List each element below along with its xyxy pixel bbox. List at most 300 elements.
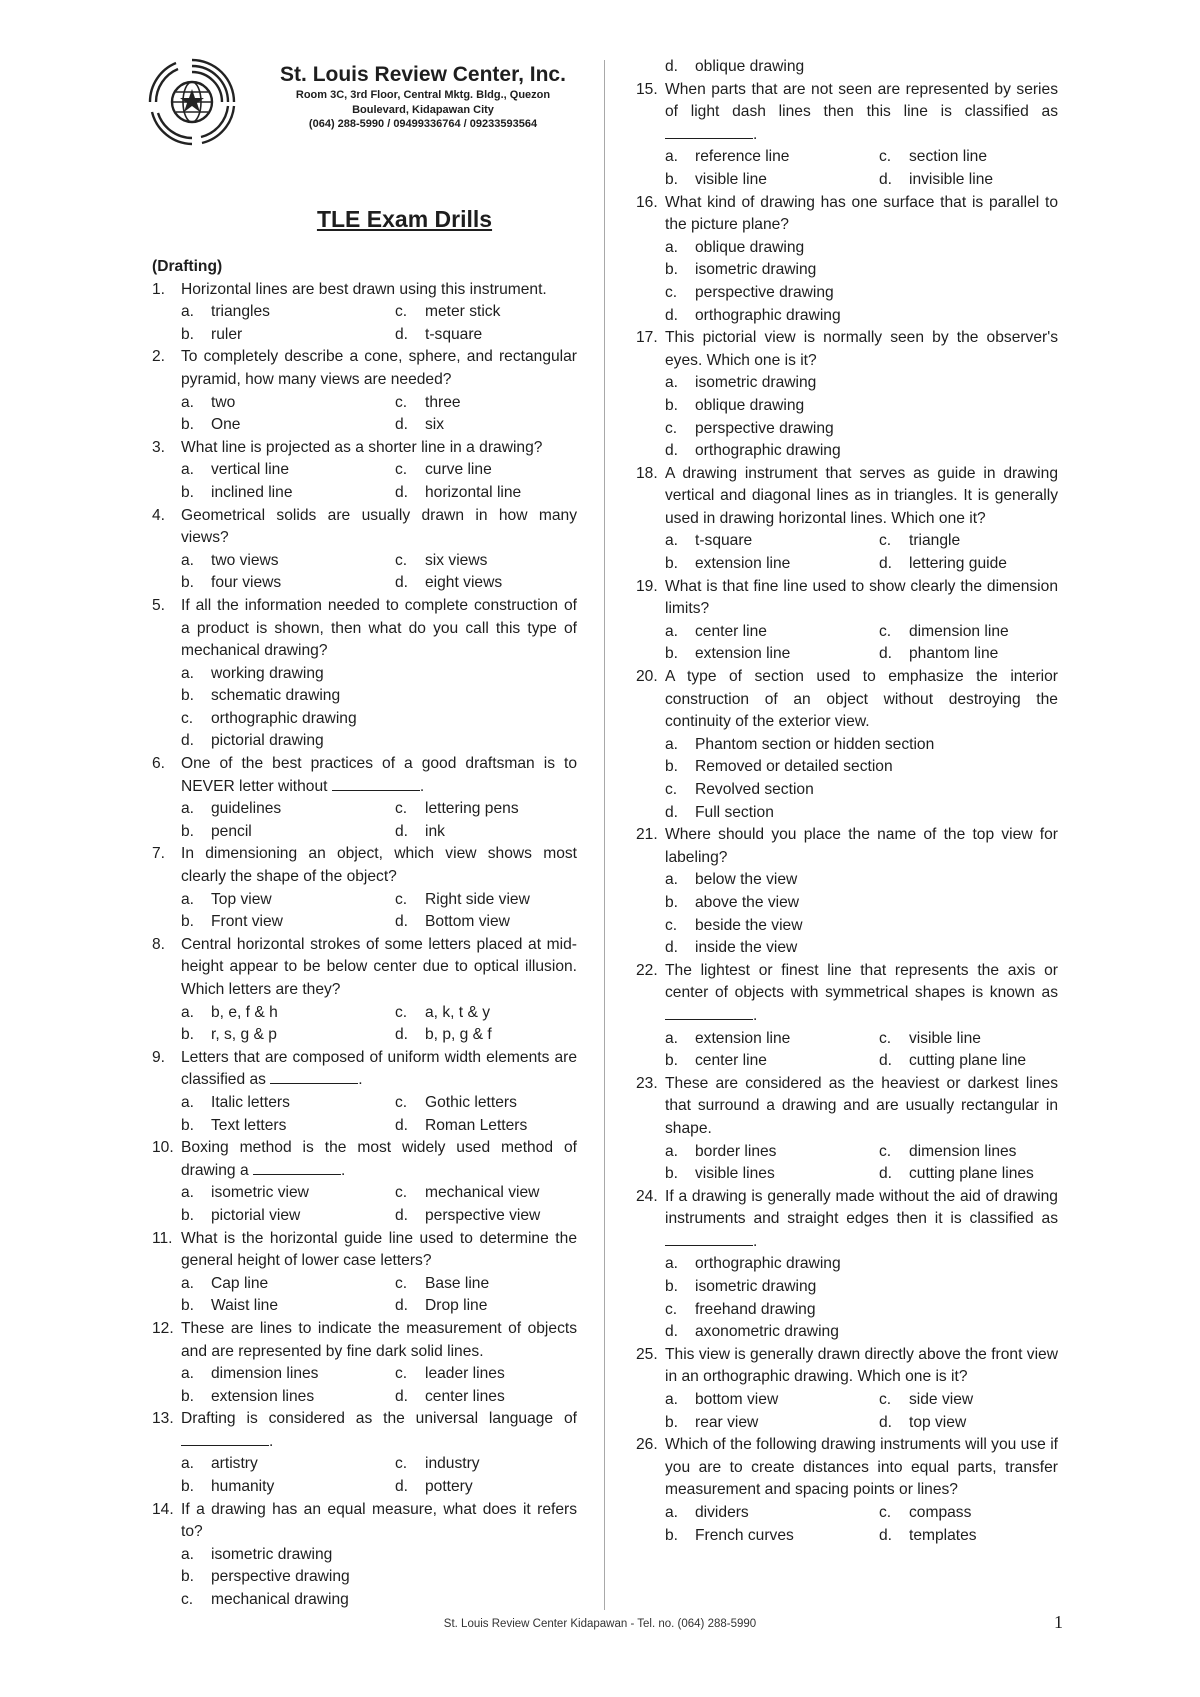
option-letter: b. — [665, 645, 679, 663]
question-row — [152, 279, 577, 302]
answer-option — [181, 482, 395, 505]
answer-option — [395, 482, 577, 505]
answer-option — [879, 169, 1058, 192]
option-letter: d. — [665, 939, 679, 957]
option-text: center lines — [425, 1387, 505, 1405]
option-text: French curves — [695, 1526, 794, 1544]
question-text: Geometrical solids are usually drawn in how many views? — [181, 506, 577, 547]
page-footer: St. Louis Review Center Kidapawan - Tel. no. (064) 288-5990 — [443, 1618, 757, 1630]
option-letter: d. — [665, 803, 679, 821]
answer-option — [665, 1502, 879, 1525]
answer-blank — [665, 1231, 753, 1246]
answer-option — [665, 553, 879, 576]
option-text: pictorial view — [211, 1206, 301, 1224]
option-letter: c. — [395, 551, 408, 569]
question-text: What is that fine line used to show clearly the dimension limits? — [665, 577, 1058, 618]
question-text: What kind of drawing has one surface that is parallel to the picture plane? — [665, 193, 1058, 234]
answer-option — [665, 1299, 1058, 1322]
answer-option — [879, 1502, 1058, 1525]
option-letter: c. — [879, 1391, 892, 1409]
option-text: border lines — [695, 1142, 777, 1160]
option-letter: c. — [395, 1365, 408, 1383]
option-text: extension line — [695, 1029, 791, 1047]
answer-option — [665, 869, 1058, 892]
question-row — [152, 753, 577, 798]
answer-option — [395, 1182, 577, 1205]
question-row — [636, 824, 1058, 869]
option-letter: c. — [395, 1274, 408, 1292]
option-text: rear view — [695, 1413, 759, 1431]
option-letter: d. — [879, 1052, 893, 1070]
option-text: b, p, g & f — [425, 1026, 492, 1044]
option-letter: b. — [181, 1116, 195, 1134]
question-text: What is the horizontal guide line used to determine the general height of lower case letters? — [181, 1229, 577, 1270]
answer-options — [152, 798, 577, 843]
question-text: A type of section used to emphasize the interior construction of an object without destroying the continuity of the exterior view. — [665, 668, 1058, 731]
answer-blank — [332, 776, 420, 791]
option-letter: a. — [181, 1003, 195, 1021]
option-text: mechanical drawing — [211, 1591, 349, 1609]
question-number: 24. — [636, 1187, 658, 1205]
answer-options — [636, 1253, 1058, 1343]
answer-option — [665, 915, 1058, 938]
answer-option — [395, 550, 577, 573]
option-text: invisible line — [909, 170, 994, 188]
option-letter: c. — [395, 1455, 408, 1473]
question-number: 22. — [636, 961, 658, 979]
question-row — [152, 1499, 577, 1544]
question-number: 3. — [152, 438, 166, 456]
option-text: working drawing — [211, 664, 324, 682]
question-number: 9. — [152, 1048, 166, 1066]
option-letter: d. — [395, 416, 409, 434]
option-letter: b. — [181, 1387, 195, 1405]
answer-option — [181, 1476, 395, 1499]
address-line: Boulevard, Kidapawan City — [352, 103, 494, 116]
option-letter: d. — [665, 442, 679, 460]
option-text: inside the view — [695, 939, 798, 957]
option-letter: d. — [395, 1478, 409, 1496]
answer-option — [395, 1092, 577, 1115]
answer-option — [181, 1273, 395, 1296]
answer-options — [152, 1182, 577, 1227]
option-letter: b. — [665, 758, 679, 776]
answer-option — [665, 643, 879, 666]
question-number: 2. — [152, 348, 166, 366]
question-row — [636, 79, 1058, 147]
answer-option — [395, 1205, 577, 1228]
option-letter: b. — [181, 687, 195, 705]
option-letter: a. — [665, 622, 679, 640]
question-row — [152, 1137, 577, 1182]
question-number: 20. — [636, 668, 658, 686]
answer-option — [665, 440, 1058, 463]
page-number: 1 — [1054, 1612, 1063, 1632]
answer-option — [665, 1389, 879, 1412]
option-letter: a. — [665, 238, 679, 256]
question-number: 4. — [152, 506, 166, 524]
answer-option — [395, 1453, 577, 1476]
answer-option — [395, 301, 577, 324]
question-row — [152, 595, 577, 663]
question-row — [636, 1073, 1058, 1141]
question-item — [636, 1186, 1058, 1344]
answer-option — [665, 259, 1058, 282]
option-text: perspective drawing — [695, 419, 834, 437]
option-text: industry — [425, 1455, 480, 1473]
question-row — [636, 463, 1058, 531]
answer-option — [395, 798, 577, 821]
option-letter: a. — [665, 148, 679, 166]
option-text: compass — [909, 1504, 972, 1521]
answer-blank — [665, 124, 753, 139]
answer-option — [879, 1412, 1058, 1435]
option-letter: c. — [665, 283, 678, 301]
answer-option — [181, 1386, 395, 1409]
option-letter: b. — [665, 1413, 679, 1431]
option-text: two — [211, 393, 236, 411]
option-letter: b. — [181, 416, 195, 434]
option-letter: d. — [665, 1323, 679, 1341]
answer-option — [181, 1544, 577, 1567]
question-number: 5. — [152, 596, 166, 614]
column-divider — [604, 60, 605, 1610]
question-text: Letters that are composed of uniform width elements are classified as . — [181, 1048, 577, 1089]
option-text: One — [211, 416, 241, 434]
option-letter: a. — [665, 1255, 679, 1273]
answer-option — [879, 1028, 1058, 1051]
question-item — [152, 595, 577, 753]
question-item — [152, 1499, 577, 1612]
answer-options — [636, 621, 1058, 666]
option-letter: b. — [181, 1026, 195, 1044]
answer-option — [395, 821, 577, 844]
question-number: 17. — [636, 329, 658, 347]
option-text: visible line — [909, 1029, 981, 1047]
option-letter: b. — [181, 325, 195, 343]
question-item — [152, 843, 577, 933]
option-text: mechanical view — [425, 1184, 540, 1202]
answer-options — [152, 392, 577, 437]
option-letter: b. — [665, 1052, 679, 1070]
option-text: cutting plane line — [909, 1052, 1027, 1070]
option-text: axonometric drawing — [695, 1323, 839, 1341]
answer-options — [636, 1141, 1058, 1186]
answer-option — [181, 685, 577, 708]
option-text: pottery — [425, 1478, 473, 1496]
question-item — [152, 934, 577, 1047]
letterhead — [152, 56, 577, 156]
answer-options — [152, 663, 577, 753]
option-text: templates — [909, 1526, 977, 1544]
option-letter: d. — [879, 1165, 893, 1183]
option-text: triangle — [909, 532, 961, 550]
option-text: b, e, f & h — [211, 1003, 278, 1021]
question-text: What line is projected as a shorter line in a drawing? — [181, 438, 543, 456]
answer-option — [181, 798, 395, 821]
option-letter: d. — [395, 483, 409, 501]
option-text: r, s, g & p — [211, 1026, 277, 1044]
option-text: pictorial drawing — [211, 732, 324, 750]
question-item — [636, 576, 1058, 666]
question-row — [152, 437, 577, 460]
answer-option — [395, 1295, 577, 1318]
option-letter: a. — [181, 800, 195, 818]
option-text: dimension line — [909, 622, 1009, 640]
option-letter: d. — [395, 1206, 409, 1224]
answer-options — [636, 372, 1058, 462]
option-text: artistry — [211, 1455, 258, 1473]
question-text: To completely describe a cone, sphere, and rectangular pyramid, how many views are needed? — [181, 348, 577, 388]
option-text: reference line — [695, 148, 790, 166]
question-item — [636, 666, 1058, 824]
question-row — [152, 843, 577, 888]
answer-option — [181, 324, 395, 347]
option-letter: a. — [665, 871, 679, 889]
option-letter: b. — [181, 1478, 195, 1496]
option-text: ruler — [211, 325, 243, 343]
section-heading: (Drafting) — [152, 258, 223, 275]
option-text: Drop line — [425, 1297, 488, 1315]
option-text: Text letters — [211, 1116, 287, 1134]
answer-option — [665, 734, 1058, 757]
question-item — [152, 1318, 577, 1408]
option-letter: a. — [665, 1029, 679, 1047]
question-number: 13. — [152, 1410, 174, 1428]
option-letter: a. — [181, 461, 195, 479]
option-text: dividers — [695, 1504, 749, 1521]
option-letter: c. — [879, 1504, 892, 1521]
option-letter: b. — [665, 555, 679, 573]
option-letter: c. — [665, 1300, 678, 1318]
answer-option — [879, 1050, 1058, 1073]
option-text: oblique drawing — [695, 58, 805, 75]
option-letter: d. — [395, 1297, 409, 1315]
answer-blank — [181, 1431, 269, 1446]
question-row — [152, 505, 577, 550]
question-item — [636, 824, 1058, 960]
answer-option — [395, 1273, 577, 1296]
option-text: perspective drawing — [211, 1568, 350, 1586]
company-name: St. Louis Review Center, Inc. — [280, 63, 566, 86]
option-text: leader lines — [425, 1365, 505, 1383]
answer-option — [181, 911, 395, 934]
answer-option — [395, 1363, 577, 1386]
option-text: six — [425, 416, 445, 434]
answer-option — [395, 1386, 577, 1409]
answer-option — [665, 1163, 879, 1186]
answer-blank — [253, 1160, 341, 1175]
question-row — [636, 1344, 1058, 1389]
question-row — [636, 327, 1058, 372]
question-item — [152, 1408, 577, 1498]
option-text: Roman Letters — [425, 1116, 528, 1134]
question-number: 16. — [636, 193, 658, 211]
answer-option — [665, 146, 879, 169]
answer-option — [181, 550, 395, 573]
option-letter: c. — [665, 916, 678, 934]
left-column — [152, 56, 577, 1612]
answer-option — [665, 418, 1058, 441]
option-text: isometric drawing — [695, 1278, 817, 1296]
question-number: 12. — [152, 1319, 174, 1337]
answer-option — [879, 1163, 1058, 1186]
question-item — [152, 505, 577, 595]
answer-option — [181, 1182, 395, 1205]
answer-option — [395, 1002, 577, 1025]
answer-options — [152, 301, 577, 346]
option-letter: c. — [395, 303, 408, 321]
option-text: center line — [695, 622, 767, 640]
question-item — [636, 192, 1058, 328]
option-letter: a. — [181, 1274, 195, 1292]
option-text: horizontal line — [425, 483, 522, 501]
option-letter: d. — [879, 170, 893, 188]
answer-option — [181, 1115, 395, 1138]
option-text: below the view — [695, 871, 798, 889]
option-text: visible lines — [695, 1165, 775, 1183]
option-letter: a. — [181, 1093, 195, 1111]
answer-option — [181, 1589, 577, 1612]
answer-option — [879, 1141, 1058, 1164]
answer-options — [636, 734, 1058, 824]
answer-option — [665, 1525, 879, 1548]
option-letter: b. — [665, 170, 679, 188]
option-letter: b. — [665, 893, 679, 911]
question-item — [636, 960, 1058, 1073]
answer-option — [665, 1028, 879, 1051]
option-letter: a. — [665, 1504, 679, 1521]
option-text: center line — [695, 1052, 767, 1070]
question-text: These are lines to indicate the measurement of objects and are represented by fine dark solid lines. — [181, 1319, 577, 1360]
question-row — [636, 960, 1058, 1028]
question-text: This pictorial view is normally seen by the observer's eyes. Which one is it? — [665, 329, 1058, 369]
right-column — [636, 56, 1058, 1547]
option-letter: c. — [665, 781, 678, 798]
answer-option — [665, 1276, 1058, 1299]
option-text: schematic drawing — [211, 687, 341, 705]
option-letter: d. — [181, 732, 195, 750]
answer-options — [152, 1544, 577, 1612]
question-row — [636, 1434, 1058, 1502]
option-letter: d. — [395, 913, 409, 931]
option-letter: c. — [181, 709, 194, 727]
option-letter: a. — [181, 1545, 195, 1563]
option-text: oblique drawing — [695, 396, 805, 414]
question-text: When parts that are not seen are represented by series of light dash lines then this line is classified as . — [665, 80, 1058, 143]
option-letter: d. — [879, 1526, 893, 1544]
option-text: humanity — [211, 1478, 275, 1496]
option-text: Right side view — [425, 890, 530, 908]
option-letter: d. — [879, 1413, 893, 1431]
option-letter: d. — [665, 306, 679, 324]
option-letter: d. — [879, 645, 893, 663]
answer-options-continued — [636, 56, 1058, 79]
option-text: dimension lines — [909, 1142, 1017, 1160]
option-text: two views — [211, 551, 279, 569]
option-letter: a. — [181, 1184, 195, 1202]
answer-option — [665, 892, 1058, 915]
option-letter: c. — [181, 1591, 194, 1609]
question-text: Which of the following drawing instruments will you use if you are to create distances into equal parts, transfer measurement and spacing points or lines? — [665, 1436, 1058, 1499]
question-list — [152, 279, 577, 1612]
option-letter: c. — [395, 890, 408, 908]
option-text: oblique drawing — [695, 238, 805, 256]
question-row — [636, 192, 1058, 237]
answer-options — [636, 1502, 1058, 1547]
answer-option — [879, 530, 1058, 553]
answer-option — [395, 911, 577, 934]
answer-option — [181, 1024, 395, 1047]
option-text: perspective drawing — [695, 283, 834, 301]
answer-option — [395, 1024, 577, 1047]
question-text: If a drawing is generally made without the aid of drawing instruments and straight edges then it is classified as . — [665, 1187, 1058, 1250]
question-list — [636, 56, 1058, 1547]
option-letter: d. — [395, 1116, 409, 1134]
option-letter: c. — [879, 622, 892, 640]
question-item — [152, 1047, 577, 1137]
option-text: phantom line — [909, 645, 999, 663]
answer-option — [181, 392, 395, 415]
option-letter: c. — [395, 1093, 408, 1111]
question-text: Boxing method is the most widely used method of drawing a . — [181, 1139, 577, 1179]
question-text: If a drawing has an equal measure, what does it refers to? — [181, 1500, 577, 1541]
question-number: 25. — [636, 1345, 658, 1363]
answer-option — [665, 779, 1058, 802]
option-letter: d. — [395, 1387, 409, 1405]
answer-option — [395, 1115, 577, 1138]
option-text: isometric drawing — [695, 261, 817, 279]
question-text: Horizontal lines are best drawn using this instrument. — [181, 280, 547, 298]
question-number: 8. — [152, 935, 166, 953]
question-row — [152, 1047, 577, 1092]
answer-option — [879, 643, 1058, 666]
answer-option — [181, 1205, 395, 1228]
option-letter: a. — [665, 735, 679, 753]
answer-options — [636, 1389, 1058, 1434]
option-text: orthographic drawing — [695, 1255, 841, 1273]
answer-option — [665, 756, 1058, 779]
question-item — [636, 79, 1058, 192]
answer-option — [181, 1295, 395, 1318]
answer-option — [665, 1321, 1058, 1344]
question-text: Central horizontal strokes of some letters placed at mid-height appear to be below center due to optical illusion. Which letters are they? — [181, 935, 577, 998]
option-text: eight views — [425, 574, 503, 592]
question-item — [152, 1137, 577, 1227]
option-letter: b. — [181, 483, 195, 501]
answer-option — [181, 1453, 395, 1476]
answer-option — [395, 572, 577, 595]
option-letter: a. — [665, 374, 679, 392]
question-number: 23. — [636, 1074, 658, 1092]
option-text: t-square — [695, 532, 753, 550]
option-letter: d. — [665, 58, 679, 75]
answer-options — [636, 1028, 1058, 1073]
option-letter: b. — [181, 1568, 195, 1586]
question-text: This view is generally drawn directly above the front view in an orthographic drawing. Which one is it? — [665, 1345, 1058, 1386]
answer-blank — [270, 1069, 358, 1084]
answer-option — [665, 305, 1058, 328]
question-item — [636, 463, 1058, 576]
answer-option — [181, 572, 395, 595]
answer-options — [636, 146, 1058, 191]
option-text: extension line — [695, 555, 791, 573]
option-text: Top view — [211, 890, 272, 908]
question-item — [152, 279, 577, 347]
question-item — [636, 327, 1058, 463]
option-letter: c. — [665, 419, 678, 437]
question-number: 6. — [152, 755, 166, 773]
